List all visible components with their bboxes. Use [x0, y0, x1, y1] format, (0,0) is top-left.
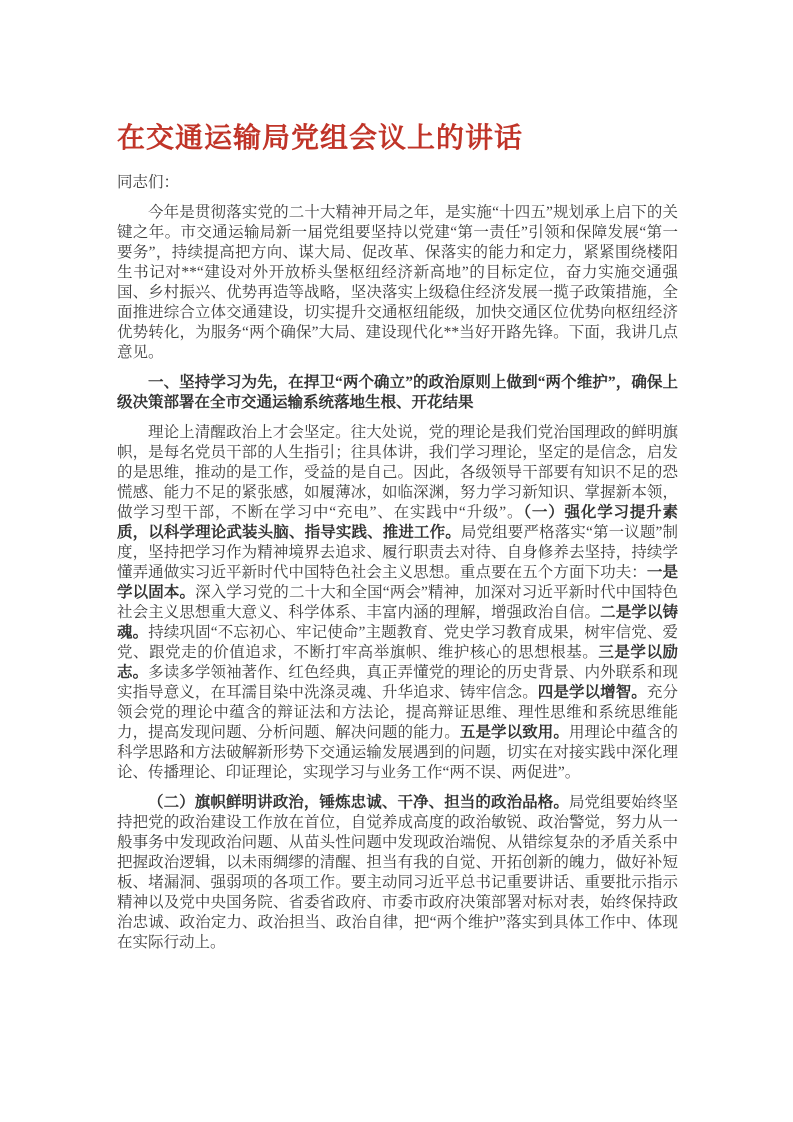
body-paragraph [117, 793, 678, 953]
body-paragraph [117, 203, 678, 363]
bold-text-run: 四是学以增智。 [537, 684, 647, 702]
bold-text-run: 三是学以励志。 [117, 644, 678, 682]
text-run: 深入学习党的二十大和全国“两会”精神，加深对习近平新时代中国特色社会主义思想重大意义、科学体系、丰富内涵的理解，增强政治自信。 [117, 584, 678, 622]
text-run: 用理论中蕴含的科学思路和方法破解新形势下交通运输发展遇到的问题，切实在对接实践中深化理论、传播理论、印证理论，实现学习与业务工作“两不误、两促进”。 [117, 724, 678, 782]
bold-text-run: （一）强化学习提升素质，以科学理论武装头脑、指导实践、推进工作。 [117, 504, 678, 542]
text-run: 多读多学领袖著作、红色经典，真正弄懂党的理论的历史背景、内外联系和现实指导意义，在耳濡目染中洗涤灵魂、升华追求、铸牢信念。 [117, 664, 678, 702]
salutation: 同志们： [117, 174, 180, 192]
text-run: 局党组要严格落实“第一议题”制度，坚持把学习作为精神境界去追求、履行职责去对待、自身修养去坚持，持续学懂弄通做实习近平新时代中国特色社会主义思想。重点要在五个方面下功夫： [117, 524, 678, 582]
text-run: 理论上清醒政治上才会坚定。往大处说，党的理论是我们党治国理政的鲜明旗帜，是每名党员干部的人生指引；往具体讲，我们学习理论，坚定的是信念，启发的是思维，推动的是工作，受益的是自己。因此，各级领导干部要有知识不足的恐慌感、能力不足的紧张感，如履薄冰，如临深渊，努力学习新知识、掌握新本领，做学习型干部，不断在学习中“充电”、在实践中“升级”。 [117, 424, 678, 522]
bold-text-run: 五是学以致用。 [459, 724, 569, 742]
section-heading [117, 373, 678, 413]
body-paragraph [117, 423, 678, 783]
bold-text-run: （二）旗帜鲜明讲政治，锤炼忠诚、干净、担当的政治品格。 [148, 794, 569, 812]
text-run: 局党组要始终坚持把党的政治建设工作放在首位，自觉养成高度的政治敏锐、政治警觉，努力从一般事务中发现政治问题、从苗头性问题中发现政治端倪、从错综复杂的矛盾关系中把握政治逻辑，以未雨绸缪的清醒、担当有我的自觉、开拓创新的魄力，做好补短板、堵漏洞、强弱项的各项工作。要主动同习近平总书记重要讲话、重要批示指示精神以及党中央国务院、省委省政府、市委市政府决策部署对标对表，始终保持政治忠诚、政治定力、政治担当、政治自律，把“两个维护”落实到具体工作中、体现在实际行动上。 [117, 794, 678, 952]
document-title: 在交通运输局党组会议上的讲话 [117, 122, 524, 153]
text-run: 持续巩固“不忘初心、牢记使命”主题教育、党史学习教育成果，树牢信党、爱党、跟党走的价值追求，不断打牢高举旗帜、维护核心的思想根基。 [117, 624, 678, 662]
bold-text-run: 二是学以铸魂。 [117, 604, 678, 642]
text-run: 充分领会党的理论中蕴含的辩证法和方法论，提高辩证思维、理性思维和系统思维能力，提高发现问题、分析问题、解决问题的能力。 [117, 684, 678, 742]
document-body [117, 203, 678, 953]
bold-text-run: 一是学以固本。 [117, 564, 678, 602]
bold-text-run: 一、坚持学习为先，在捍卫“两个确立”的政治原则上做到“两个维护”，确保上级决策部署在全市交通运输系统落地生根、开花结果 [117, 374, 678, 412]
text-run: 今年是贯彻落实党的二十大精神开局之年，是实施“十四五”规划承上启下的关键之年。市交通运输局新一届党组要坚持以党建“第一责任”引领和保障发展“第一要务”，持续提高把方向、谋大局、促改革、保落实的能力和定力，紧紧围绕楼阳生书记对**“建设对外开放桥头堡枢纽经济新高地”的目标定位，奋力实施交通强国、乡村振兴、优势再造等战略，坚决落实上级稳住经济发展一揽子政策措施，全面推进综合立体交通建设，切实提升交通枢纽能级，加快交通区位优势向枢纽经济优势转化，为服务“两个确保”大局、建设现代化**当好开路先锋。下面，我讲几点意见。 [117, 204, 678, 362]
